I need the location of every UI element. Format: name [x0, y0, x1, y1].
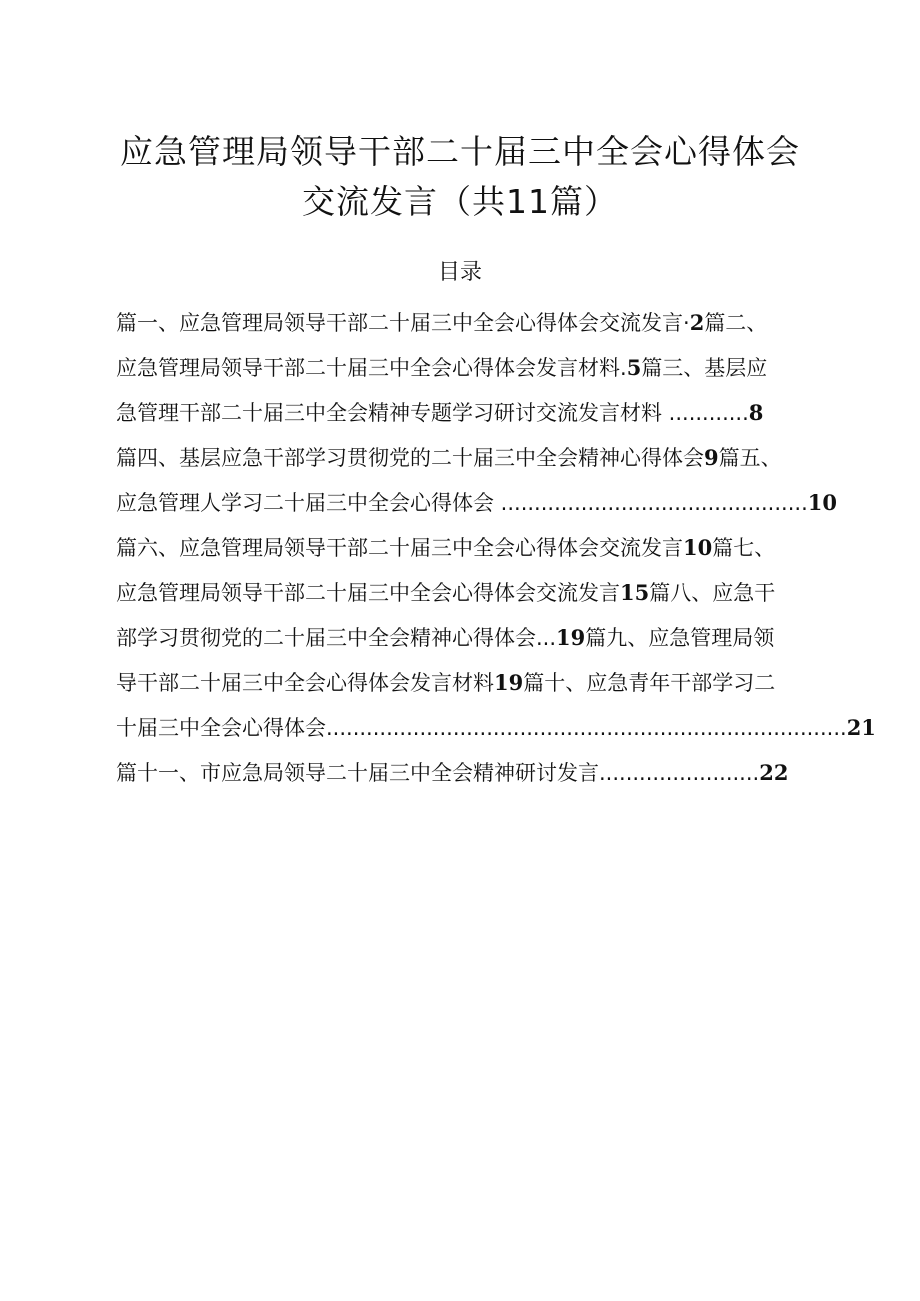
toc-entry-text: 应急管理局领导干部二十届三中全会心得体会交流发言 — [116, 581, 620, 605]
toc-entry-text: 篇六、应急管理局领导干部二十届三中全会心得体会交流发言 — [116, 536, 683, 560]
toc-page-number: 9 — [704, 445, 719, 470]
toc-entry-text: 应急管理人学习二十届三中全会心得体会 — [116, 491, 494, 515]
toc-line — [116, 390, 832, 435]
toc-leader-dots: .............................................................................. — [326, 716, 847, 740]
toc-entry-text: 部学习贯彻党的二十届三中全会精神心得体会... — [116, 626, 557, 650]
document-title-line-2: 交流发言（共11篇） — [302, 182, 618, 221]
toc-leader-dots: ............ — [662, 401, 749, 425]
toc-line — [116, 570, 832, 615]
toc-line — [116, 480, 837, 525]
toc-leader-dots: ........................ — [599, 761, 760, 785]
toc-entry-text: 篇十一、市应急局领导二十届三中全会精神研讨发言 — [116, 761, 599, 785]
toc-page-number: 19 — [494, 670, 524, 695]
toc-heading: 目录 — [437, 260, 482, 285]
toc-entry-text: 篇四、基层应急干部学习贯彻党的二十届三中全会精神心得体会 — [116, 446, 704, 470]
toc-line — [116, 345, 832, 390]
toc-entry-text: 篇五、 — [718, 446, 782, 470]
toc-entry-text: 导干部二十届三中全会心得体会发言材料 — [116, 671, 494, 695]
toc-entry-text: 篇三、基层应 — [641, 356, 768, 380]
toc-entry-text: 篇七、 — [712, 536, 776, 560]
toc-line — [116, 525, 832, 570]
toc-line — [116, 705, 876, 750]
toc-page-number: 10 — [807, 490, 837, 515]
toc-line — [116, 300, 832, 345]
toc-entry-text: 篇八、应急干 — [649, 581, 776, 605]
toc-entry-text: 十届三中全会心得体会 — [116, 716, 326, 740]
toc-entry-text: 篇二、 — [704, 311, 768, 335]
toc-entry-text: 应急管理局领导干部二十届三中全会心得体会发言材料. — [116, 356, 627, 380]
toc-line — [116, 615, 832, 660]
toc-line — [116, 660, 832, 705]
toc-page-number: 15 — [620, 580, 650, 605]
table-of-contents — [116, 300, 876, 795]
toc-page-number: 22 — [759, 760, 789, 785]
toc-page-number: 10 — [683, 535, 713, 560]
toc-page-number: 19 — [556, 625, 586, 650]
toc-entry-text: 篇一、应急管理局领导干部二十届三中全会心得体会交流发言· — [116, 311, 690, 335]
toc-page-number: 21 — [846, 715, 876, 740]
toc-line — [116, 750, 832, 795]
toc-page-number: 2 — [689, 310, 705, 335]
toc-leader-dots: .............................................. — [494, 491, 808, 515]
toc-entry-text: 篇九、应急管理局领 — [585, 626, 775, 650]
toc-page-number: 8 — [748, 400, 764, 425]
toc-entry-text: 篇十、应急青年干部学习二 — [523, 671, 776, 695]
toc-line — [116, 435, 832, 480]
document-title-line-1: 应急管理局领导干部二十届三中全会心得体会 — [120, 132, 800, 171]
toc-entry-text: 急管理干部二十届三中全会精神专题学习研讨交流发言材料 — [116, 401, 662, 425]
toc-page-number: 5 — [626, 355, 642, 380]
